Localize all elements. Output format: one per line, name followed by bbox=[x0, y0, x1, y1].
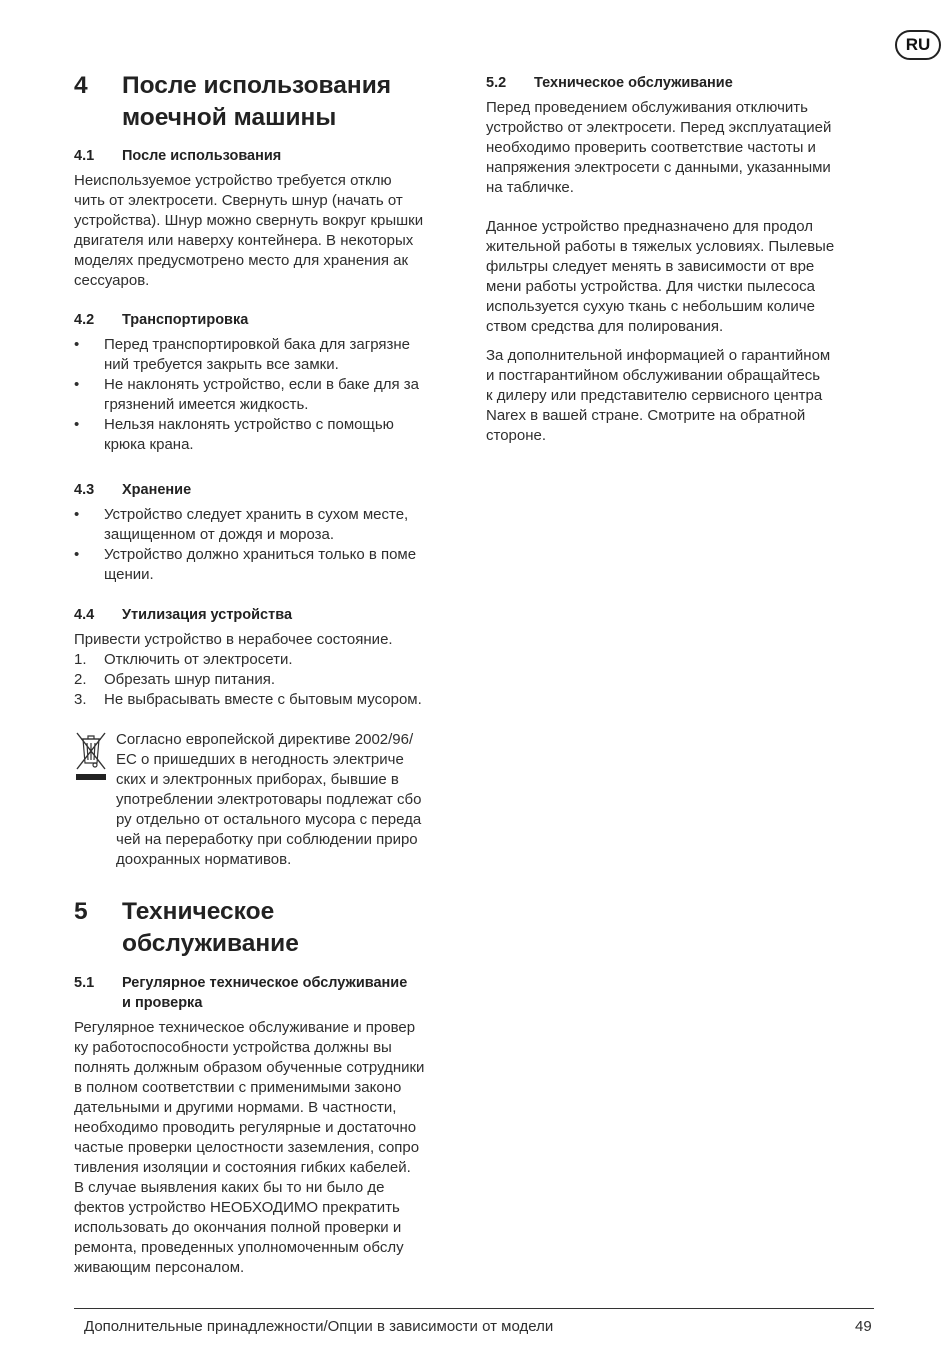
paragraph-line: полнять должным образом обученные сотрудники bbox=[74, 1059, 425, 1076]
step-number: 2. bbox=[74, 671, 87, 688]
paragraph-line: Согласно европейской директиве 2002/96/ bbox=[116, 731, 414, 748]
list-item-line: Перед транспортировкой бака для загрязне bbox=[104, 336, 411, 353]
paragraph-line: фильтры следует менять в зависимости от вре bbox=[486, 258, 815, 275]
section-5-2-paragraph-2 bbox=[486, 217, 881, 337]
paragraph-line: мени работы устройства. Для чистки пылесоса bbox=[486, 278, 815, 295]
list-item-line: ний требуется закрыть все замки. bbox=[104, 356, 339, 373]
footer-note: Дополнительные принадлежности/Опции в зависимости от модели bbox=[84, 1318, 554, 1335]
paragraph-line: в полном соответствии с применимыми законо bbox=[74, 1079, 402, 1096]
transport-list bbox=[74, 335, 474, 455]
list-item bbox=[74, 375, 474, 415]
bullet-marker: • bbox=[74, 376, 80, 393]
language-badge: RU bbox=[895, 30, 941, 60]
list-item-line: Не наклонять устройство, если в баке для за bbox=[104, 376, 419, 393]
paragraph-line: живающим персоналом. bbox=[74, 1259, 245, 1276]
section-5-1-title bbox=[122, 973, 407, 1013]
list-item bbox=[74, 415, 474, 455]
paragraph-line: В случае выявления каких бы то ни было де bbox=[74, 1179, 385, 1196]
paragraph-line: стороне. bbox=[486, 427, 547, 444]
list-item-line: щении. bbox=[104, 566, 154, 583]
section-4-3-title: Хранение bbox=[122, 482, 192, 498]
paragraph-line: ку работоспособности устройства должны вы bbox=[74, 1039, 392, 1056]
paragraph-line: Narex в вашей стране. Смотрите на обратной bbox=[486, 407, 806, 424]
paragraph-line: и постгарантийном обслуживании обращайтесь bbox=[486, 367, 821, 384]
right-column bbox=[486, 73, 881, 446]
section-5-2-number: 5.2 bbox=[486, 75, 507, 91]
section-5-2-paragraph-3 bbox=[486, 346, 881, 446]
paragraph-line: ством средства для полирования. bbox=[486, 318, 724, 335]
section-5-1-heading bbox=[74, 973, 474, 1013]
section-5-title-line: обслуживание bbox=[122, 930, 299, 957]
section-4-1-title: После использования bbox=[122, 148, 282, 164]
section-5-1-title-line: Регулярное техническое обслуживание bbox=[122, 975, 408, 991]
footer-divider bbox=[74, 1308, 874, 1309]
paragraph-line: фектов устройство НЕОБХОДИМО прекратить bbox=[74, 1199, 400, 1216]
section-5-heading bbox=[74, 896, 474, 960]
section-4-3-number: 4.3 bbox=[74, 482, 95, 498]
list-item bbox=[74, 690, 474, 710]
paragraph-line: Данное устройство предназначено для продол bbox=[486, 218, 813, 235]
list-item-line: крюка крана. bbox=[104, 436, 194, 453]
paragraph-line: ру отдельно от остального мусора с переда bbox=[116, 811, 422, 828]
section-5-1-paragraph bbox=[74, 1018, 474, 1278]
step-number: 1. bbox=[74, 651, 87, 668]
list-item bbox=[74, 505, 474, 545]
section-4-title bbox=[122, 70, 391, 134]
weee-notice bbox=[74, 730, 474, 870]
bullet-marker: • bbox=[74, 336, 80, 353]
section-5-title-line: Техническое bbox=[122, 898, 275, 925]
section-4-3-heading bbox=[74, 480, 474, 500]
left-column bbox=[74, 70, 474, 1278]
section-5-1-title-line: и проверка bbox=[122, 995, 203, 1011]
paragraph-line: доохранных нормативов. bbox=[116, 851, 292, 868]
section-4-1-heading bbox=[74, 146, 474, 166]
list-item bbox=[74, 335, 474, 375]
paragraph-line: Перед проведением обслуживания отключить bbox=[486, 99, 808, 116]
bullet-marker: • bbox=[74, 546, 80, 563]
paragraph-line: необходимо проводить регулярные и достаточно bbox=[74, 1119, 417, 1136]
paragraph-line: дательными и другими нормами. В частности, bbox=[74, 1099, 397, 1116]
step-number: 3. bbox=[74, 691, 87, 708]
section-4-title-line: После использования bbox=[122, 72, 392, 99]
paragraph-line: За дополнительной информацией о гарантийном bbox=[486, 347, 831, 364]
section-4-2-heading bbox=[74, 310, 474, 330]
section-4-1-number: 4.1 bbox=[74, 148, 95, 164]
crossed-out-wheelie-bin-icon bbox=[74, 730, 116, 870]
disposal-steps bbox=[74, 650, 474, 710]
bullet-marker: • bbox=[74, 416, 80, 433]
weee-text bbox=[116, 730, 474, 870]
list-item-line: Устройство следует хранить в сухом месте, bbox=[104, 506, 409, 523]
paragraph-line: ремонта, проведенных уполномоченным обслу bbox=[74, 1239, 404, 1256]
paragraph-line: Регулярное техническое обслуживание и провер bbox=[74, 1019, 416, 1036]
paragraph-line: двигателя или наверху контейнера. В некоторых bbox=[74, 232, 414, 249]
section-4-4-heading bbox=[74, 605, 474, 625]
paragraph-line: напряжения электросети с данными, указанными bbox=[486, 159, 831, 176]
section-5-1-number: 5.1 bbox=[74, 975, 95, 991]
page-number: 49 bbox=[855, 1318, 872, 1335]
section-4-2-title: Транспортировка bbox=[122, 312, 249, 328]
storage-list bbox=[74, 505, 474, 585]
paragraph-line: чей на переработку при соблюдении приро bbox=[116, 831, 418, 848]
paragraph-line: устройство от электросети. Перед эксплуатацией bbox=[486, 119, 832, 136]
step-text: Обрезать шнур питания. bbox=[104, 671, 276, 688]
section-4-2-number: 4.2 bbox=[74, 312, 95, 328]
paragraph-line: Неиспользуемое устройство требуется отклю bbox=[74, 172, 392, 189]
paragraph-line: употреблении электротовары подлежат сбо bbox=[116, 791, 422, 808]
paragraph-line: устройства). Шнур можно свернуть вокруг крышки bbox=[74, 212, 424, 229]
section-4-4-number: 4.4 bbox=[74, 607, 95, 623]
disposal-intro: Привести устройство в нерабочее состояние. bbox=[74, 631, 393, 648]
paragraph-line: использовать до окончания полной проверки и bbox=[74, 1219, 402, 1236]
step-text: Отключить от электросети. bbox=[104, 651, 293, 668]
bullet-marker: • bbox=[74, 506, 80, 523]
section-4-heading bbox=[74, 70, 474, 134]
section-5-title bbox=[122, 896, 299, 960]
list-item bbox=[74, 670, 474, 690]
step-text: Не выбрасывать вместе с бытовым мусором. bbox=[104, 691, 422, 708]
list-item-line: Устройство должно храниться только в поме bbox=[104, 546, 417, 563]
paragraph-line: чить от электросети. Свернуть шнур (начать от bbox=[74, 192, 403, 209]
paragraph-line: частые проверки целостности заземления, сопро bbox=[74, 1139, 420, 1156]
paragraph-line: ЕС о пришедших в негодность электриче bbox=[116, 751, 404, 768]
paragraph-line: необходимо проверить соответствие частоты и bbox=[486, 139, 816, 156]
list-item bbox=[74, 650, 474, 670]
paragraph-line: сессуаров. bbox=[74, 272, 150, 289]
section-4-number: 4 bbox=[74, 72, 88, 99]
paragraph-line: жительной работы в тяжелых условиях. Пылевые bbox=[486, 238, 835, 255]
list-item-line: Нельзя наклонять устройство с помощью bbox=[104, 416, 394, 433]
paragraph-line: на табличке. bbox=[486, 179, 574, 196]
paragraph-line: моделях предусмотрено место для хранения ак bbox=[74, 252, 409, 269]
paragraph-line: к дилеру или представителю сервисного центра bbox=[486, 387, 823, 404]
section-5-number: 5 bbox=[74, 898, 88, 925]
paragraph-line: тивления изоляции и состояния гибких кабелей. bbox=[74, 1159, 411, 1176]
section-4-4-title: Утилизация устройства bbox=[122, 607, 293, 623]
section-4-title-line: моечной машины bbox=[122, 104, 337, 131]
section-4-1-paragraph bbox=[74, 171, 474, 291]
paragraph-line: ских и электронных приборах, бывшие в bbox=[116, 771, 399, 788]
list-item-line: защищенном от дождя и мороза. bbox=[104, 526, 335, 543]
section-5-2-heading bbox=[486, 73, 881, 93]
section-5-2-title: Техническое обслуживание bbox=[534, 75, 733, 91]
list-item-line: грязнений имеется жидкость. bbox=[104, 396, 309, 413]
paragraph-line: используется сухую ткань с небольшим количе bbox=[486, 298, 815, 315]
section-5-2-paragraph-1 bbox=[486, 98, 881, 198]
list-item bbox=[74, 545, 474, 585]
